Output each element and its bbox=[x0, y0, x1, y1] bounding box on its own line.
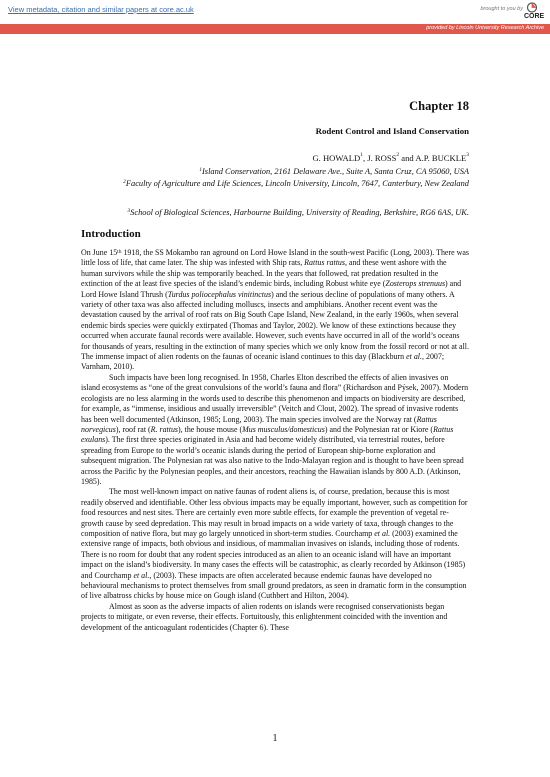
affiliation-2 bbox=[74, 178, 469, 189]
species-name: Rattus exulans bbox=[81, 424, 454, 445]
paragraph-3 bbox=[81, 487, 469, 601]
species-name: Mus musculus/domesticus bbox=[242, 424, 325, 434]
species-name: Rattus norvegicus bbox=[81, 414, 437, 434]
affiliation-text: Island Conservation, 2161 Delaware Ave., Suite A, Santa Cruz, CA 95060, USA bbox=[202, 167, 469, 176]
core-banner bbox=[0, 0, 550, 24]
text-run: The most well-known impact on native faunas of rodent aliens is, of course, predation, because this is most readily observed and identifiable. Other less obvious impacts may be equally important, however, such as competition for food resources and nest sites. There are certainly even more subtle effects, for example the prevention of vegetal re-growth cause by seed depredation. This may result in broad impacts on a wide variety of taxa, through changes to the composition of native flora, but may go largely unnoticed in short-term studies. Courchamp bbox=[81, 487, 468, 538]
author-line bbox=[312, 153, 469, 163]
author-sup: 1 bbox=[360, 152, 363, 158]
paragraph-1 bbox=[81, 248, 469, 373]
species-name: Rattus rattus bbox=[304, 258, 345, 268]
text-run: ) and Lord Howe Island Thrush ( bbox=[81, 279, 462, 299]
core-logo-icon bbox=[526, 2, 538, 13]
body-text bbox=[81, 248, 469, 633]
page-number: 1 bbox=[272, 733, 278, 744]
paragraph-2 bbox=[81, 373, 469, 487]
species-name: R. rattus bbox=[150, 424, 178, 434]
core-logo-text: CORE bbox=[524, 13, 545, 20]
affiliation-3 bbox=[74, 207, 469, 218]
text-run: ), roof rat ( bbox=[115, 424, 151, 434]
provided-by-text[interactable]: provided by Lincoln University Research Archive bbox=[426, 25, 544, 31]
core-brought-by-text: brought to you by bbox=[480, 6, 523, 12]
text-run: ). The first three species originated in Asia and had become widely distributed, via terrestrial routes, before spreading from Europe to the world’s oceanic islands during the period of European ship-borne exploration and subsequent migration. The Polynesian rat was also native to the Indo-Malayan region and is thought to have been spread across the Pacific by the Polynesian peoples, and their ancestors, reaching the Hawaiian islands by 800 A.D. (Atkinson, 1985). bbox=[81, 435, 464, 486]
provided-by-bar bbox=[0, 24, 550, 34]
citation-etal: et al. bbox=[406, 352, 422, 362]
author-name: and A.P. BUCKLE bbox=[399, 153, 467, 163]
text-run: , and these went ashore with the human survivors while the ship was temporarily beached. In the years that followed, rat predation resulted in the extinction of the at least five species of the island’s endemic birds, including Robust white eye ( bbox=[81, 258, 447, 289]
section-heading-introduction: Introduction bbox=[81, 228, 141, 240]
text-run: On June 15 bbox=[81, 248, 118, 257]
author-sup: 2 bbox=[396, 152, 400, 158]
author-name: , J. ROSS bbox=[362, 153, 397, 163]
author-sup: 3 bbox=[466, 152, 469, 158]
affiliation-text: Faculty of Agriculture and Life Sciences, Lincoln University, Lincoln, 7647, Canterbury, New Zealand bbox=[125, 179, 469, 188]
text-run: ) and the serious decline of populations of many others. A variety of other taxa was also affected including molluscs, insects and amphibians. Another recent event was the devastation caused by the arrival of roof rats on Big South Cape Island, New Zealand, in the early 1960s, when several endemic birds species were quickly extirpated (Thomas and Taylor, 2002). We know of these extinctions because they occurred when accurate faunal records were available. However, such events have occurred in all of the world’s oceans for thousands of years, resulting in the extinction of many species which we only know from the fossil record or not at all. The immense impact of alien rodents on the faunas of oceanic island continues to this day (Blackburn bbox=[81, 289, 469, 362]
text-run: Such impacts have been long recognised. In 1958, Charles Elton described the effects of alien invasives on island ecosystems as “one of the great convulsions of the world’s fauna and flora” (Richardson and Pýsek, 2007). Modern ecologists are no less alarming in the words used to describe this phenomenon and impacts on biodiversity are described, for example, as “immense, insidious and usually irreversible” (Veitch and Clout, 2002). The spread of invasive rodents has been well documented (Atkinson, 1985; Long, 2003). The main species involved are the Norway rat ( bbox=[81, 372, 469, 424]
text-run: , 2007; Varnham, 2010). bbox=[81, 352, 445, 372]
author-name: G. HOWALD bbox=[312, 153, 361, 163]
affiliation-sup: 1 bbox=[199, 167, 203, 173]
species-name: Zosterops strenuus bbox=[385, 279, 446, 289]
core-metadata-link[interactable]: View metadata, citation and similar papers at core.ac.uk bbox=[8, 5, 194, 14]
core-logo[interactable] bbox=[524, 2, 545, 22]
text-run: ), the house mouse ( bbox=[178, 424, 243, 434]
citation-etal: et al. bbox=[133, 570, 150, 580]
citation-etal: et al. bbox=[374, 528, 391, 538]
chapter-label: Chapter 18 bbox=[409, 99, 469, 113]
text-run: , (2003). These impacts are often accelerated because endemic faunas have developed no behavioural mechanisms to protect themselves from small ground predators, as seen in dramatic form in the consumption of live albatross chicks by house mice on Gough island (Cuthbert and Hilton, 2004). bbox=[81, 570, 467, 601]
paragraph-4: Almost as soon as the adverse impacts of alien rodents on islands were recognised conservationists began projects to mitigate, or even reverse, their effects. Fortuitously, this enlightenment coincided with the invention and development of the anticoagulant rodenticides (Chapter 6). These bbox=[81, 601, 448, 632]
affiliation-1 bbox=[199, 166, 469, 177]
affiliation-sup: 3 bbox=[127, 208, 131, 214]
chapter-title: Rodent Control and Island Conservation bbox=[315, 126, 469, 136]
text-run: 1918, the SS Mokambo ran aground on Lord Howe Island in the south-west Pacific (Long, 2003). There was little loss of life, that came later. The ship was infested with Ship rats, bbox=[81, 248, 469, 268]
species-name: Turdus poliocephalus vinitinctus bbox=[167, 289, 272, 299]
affiliation-text: School of Biological Sciences, Harbourne Building, University of Reading, Berkshire, RG6 6AS, UK. bbox=[130, 208, 469, 217]
text-run: (2003) examined the extensive range of impacts, both obvious and insidious, of mammalian invasives on islands, including those of rodents. There is no room for doubt that any rodent species introduced as an alien to an oceanic island will have an important impact on the island’s biodiversity. In many cases the effects will be catastrophic, as clearly recorded by Atkinson (1985) and Courchamp bbox=[81, 528, 466, 580]
superscript: th bbox=[117, 249, 122, 255]
affiliation-sup: 2 bbox=[123, 179, 126, 185]
text-run: ) and the Polynesian rat or Kiore ( bbox=[324, 424, 434, 434]
